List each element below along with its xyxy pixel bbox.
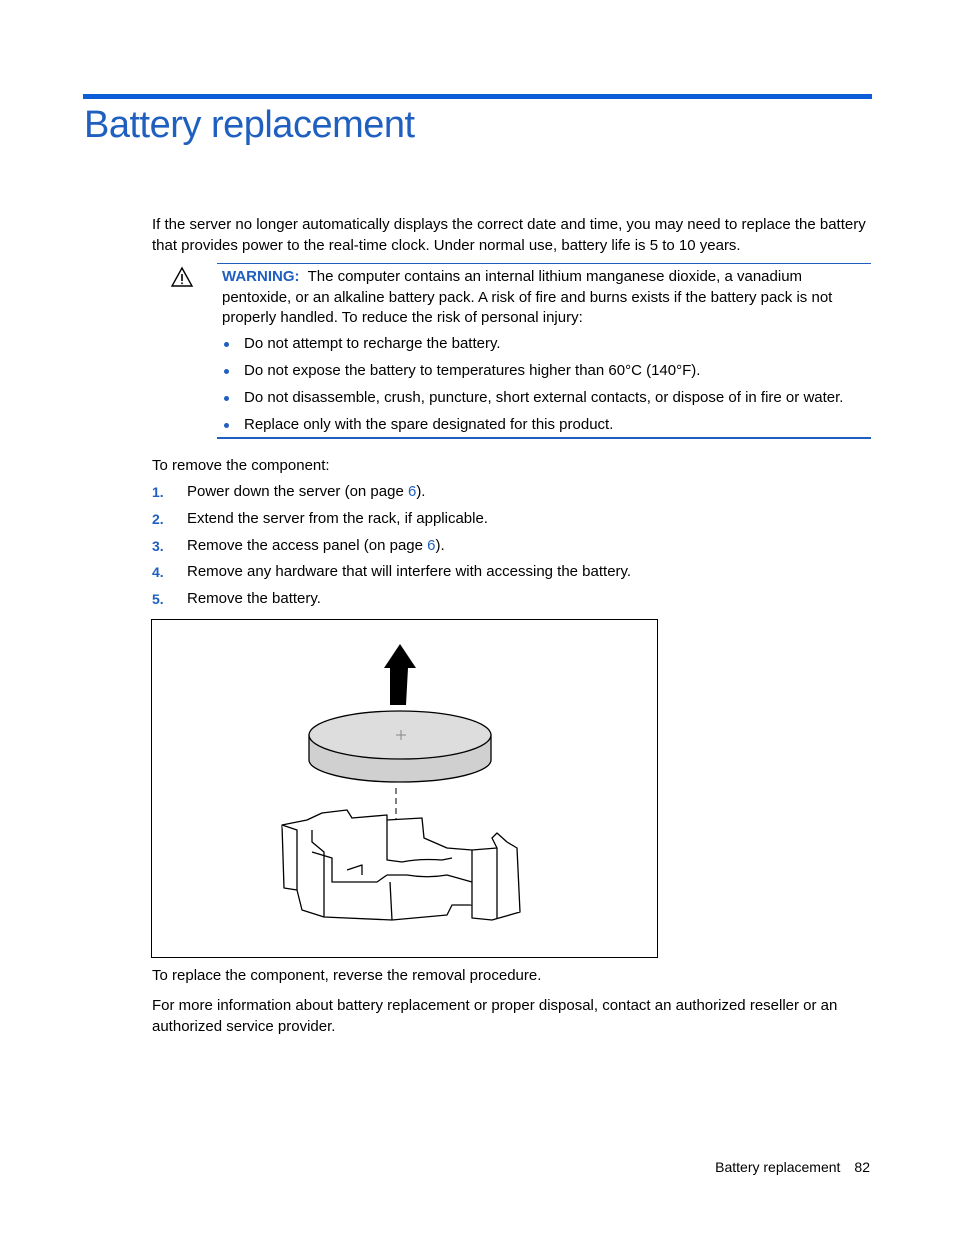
footer-section: Battery replacement (715, 1159, 841, 1175)
list-item (222, 361, 843, 388)
step-text: Remove the access panel (on page 6). (187, 536, 445, 554)
list-item-text: Do not attempt to recharge the battery. (244, 335, 501, 352)
list-item-text: Do not disassemble, crush, puncture, short external contacts, or dispose of in fire or water. (244, 389, 844, 406)
warning-list (222, 334, 843, 442)
list-item-text: Replace only with the spare designated for this product. (244, 416, 614, 433)
bullet-icon (224, 396, 229, 401)
page-number: 82 (854, 1159, 870, 1175)
replace-paragraph: To replace the component, reverse the removal procedure. (152, 967, 542, 984)
warning-paragraph (222, 267, 867, 329)
warning-label: WARNING: (222, 268, 300, 285)
intro-paragraph: If the server no longer automatically displays the correct date and time, you may need to replace the battery that provides power to the real-time clock. Under normal use, battery life is 5 to 10 years. (152, 216, 866, 254)
step-number: 4. (152, 564, 164, 581)
remove-intro: To remove the component: (152, 457, 330, 474)
step-text: Power down the server (on page 6). (187, 483, 426, 500)
step-text: Remove the battery. (187, 590, 321, 608)
step-number: 3. (152, 537, 164, 554)
list-item (222, 388, 843, 415)
more-info-paragraph: For more information about battery replacement or proper disposal, contact an authorized reseller or an authorized service provider. (152, 997, 838, 1035)
battery-removal-figure (151, 619, 658, 958)
page-link[interactable]: 6 (407, 483, 417, 500)
list-item (222, 334, 843, 361)
list-item (222, 415, 843, 442)
title-rule (83, 94, 872, 99)
warning-icon (170, 266, 194, 288)
step-number: 1. (152, 484, 164, 500)
step-text: Remove any hardware that will interfere with accessing the battery. (187, 563, 632, 581)
warning-text: The computer contains an internal lithium manganese dioxide, a vanadium pentoxide, or an alkaline battery pack. A risk of fire and burns exists if the battery pack is not properly handled. To reduce the risk of personal injury: (222, 268, 833, 326)
coin-battery (309, 711, 491, 782)
step-text: Extend the server from the rack, if applicable. (187, 509, 488, 527)
bullet-icon (224, 423, 229, 428)
battery-removal-illustration (152, 620, 657, 957)
page-link[interactable]: 6 (427, 536, 436, 554)
step-number: 5. (152, 591, 164, 608)
step-number: 2. (152, 510, 164, 527)
list-item-text: Do not expose the battery to temperatures higher than 60°C (140°F). (244, 362, 701, 379)
bullet-icon (224, 369, 229, 374)
page-title: Battery replacement (84, 104, 415, 146)
battery-holder (282, 810, 520, 920)
page-footer (715, 1159, 870, 1175)
bullet-icon (224, 342, 229, 347)
arrow-up-icon (384, 644, 416, 705)
